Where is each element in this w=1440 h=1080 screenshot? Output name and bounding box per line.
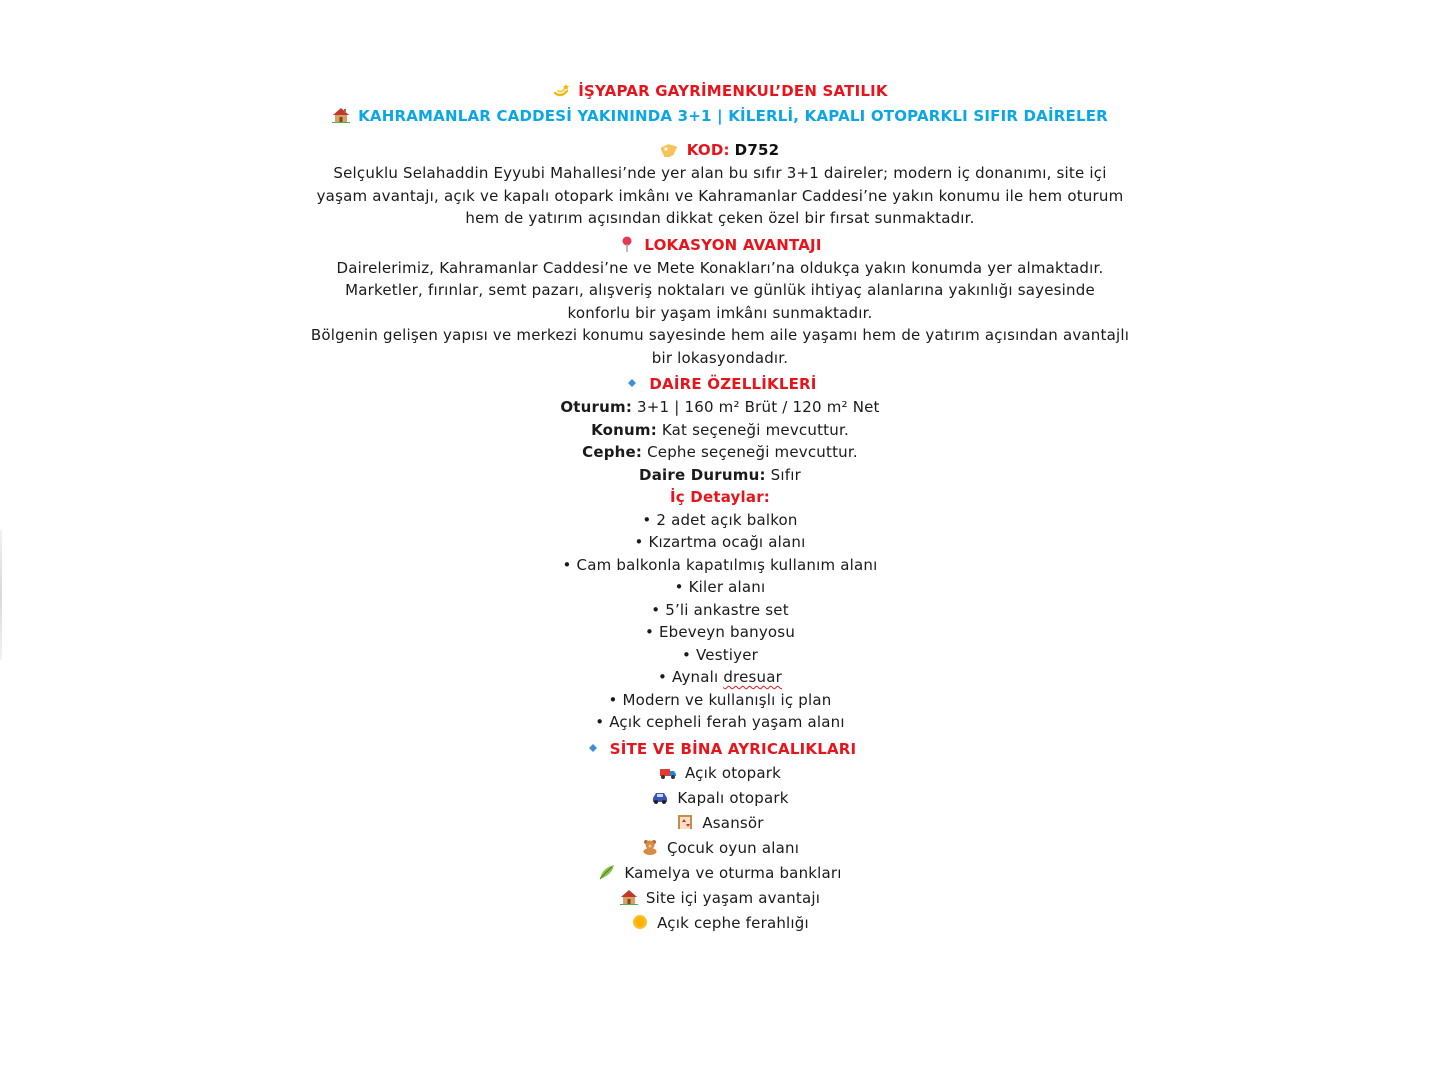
elevator-icon bbox=[676, 814, 694, 830]
list-item: • Ebeveyn banyosu bbox=[644, 623, 796, 641]
feature-label: Cephe: bbox=[582, 443, 643, 461]
list-item: • Kiler alanı bbox=[674, 578, 766, 596]
code-label: KOD: bbox=[686, 141, 730, 159]
intro-paragraph: Selçuklu Selahaddin Eyyubi Mahallesi’nde yer alan bu sıfır 3+1 daireler; modern iç donanımı, site içi yaşam avantajı, açık ve kapalı otopark imkânı ve Kahramanlar Caddesi’ne yakın konumu ile hem oturum hem de yatırım açısından dikkat çeken özel bir fırsat sunmaktadır. bbox=[316, 164, 1124, 227]
label-tag-icon bbox=[661, 141, 679, 157]
amenity-text: Açık otopark bbox=[684, 763, 782, 782]
feature-value: Sıfır bbox=[770, 465, 801, 484]
list-item-text: • Aynalı dresuar bbox=[657, 668, 782, 686]
feature-label: Konum: bbox=[591, 420, 657, 439]
sun-icon bbox=[631, 914, 649, 930]
amenity-text: Kapalı otopark bbox=[677, 788, 789, 807]
features-heading: DAİRE ÖZELLİKLERİ bbox=[649, 375, 817, 393]
feature-row-daire-durumu bbox=[300, 464, 1140, 487]
truck-icon bbox=[659, 764, 677, 780]
code-value: D752 bbox=[734, 141, 780, 159]
feature-value: 3+1 | 160 m² Brüt / 120 m² Net bbox=[637, 398, 880, 416]
amenity-text: Asansör bbox=[702, 813, 764, 832]
amenities-heading: SİTE VE BİNA AYRICALIKLARI bbox=[609, 739, 857, 758]
listing-title-line bbox=[300, 80, 1140, 103]
amenity-item bbox=[300, 911, 1140, 936]
dizzy-star-icon bbox=[552, 82, 570, 98]
feature-row-oturum bbox=[300, 396, 1140, 419]
spellcheck-underline: dresuar bbox=[723, 668, 782, 686]
listing-subtitle: KAHRAMANLAR CADDESİ YAKININDA 3+1 | KİLERLİ, KAPALI OTOPARKLI SIFIR DAİRELER bbox=[358, 107, 1108, 125]
location-paragraph-3: Bölgenin gelişen yapısı ve merkezi konumu sayesinde hem aile yaşamı hem de yatırım açısından avantajlı bir lokasyondadır. bbox=[310, 326, 1130, 367]
feature-row-cephe bbox=[300, 441, 1140, 464]
list-item: • 5’li ankastre set bbox=[651, 600, 789, 619]
interior-heading: İç Detaylar: bbox=[670, 488, 770, 506]
teddy-bear-icon bbox=[641, 839, 659, 855]
list-item: • 2 adet açık balkon bbox=[642, 510, 798, 529]
blue-diamond-icon bbox=[584, 740, 602, 756]
amenity-text: Açık cephe ferahlığı bbox=[657, 913, 809, 932]
listing-document bbox=[300, 80, 1140, 936]
features-heading-line bbox=[300, 372, 1140, 396]
amenity-item bbox=[300, 886, 1140, 911]
location-heading-line bbox=[300, 233, 1140, 257]
list-item: • Modern ve kullanışlı iç plan bbox=[608, 690, 832, 709]
list-item bbox=[300, 666, 1140, 689]
list-item: • Açık cepheli ferah yaşam alanı bbox=[595, 713, 845, 731]
blue-diamond-icon bbox=[623, 375, 641, 391]
amenity-text: Site içi yaşam avantajı bbox=[645, 888, 821, 907]
location-paragraph-1: Dairelerimiz, Kahramanlar Caddesi’ne ve Mete Konakları’na oldukça yakın konumda yer almaktadır. bbox=[336, 258, 1104, 277]
amenity-text: Çocuk oyun alanı bbox=[666, 838, 800, 857]
house-icon bbox=[620, 889, 638, 905]
amenities-heading-line bbox=[300, 737, 1140, 761]
left-edge-divider bbox=[0, 530, 2, 660]
feature-label: Daire Durumu: bbox=[639, 465, 766, 484]
amenity-item bbox=[300, 786, 1140, 811]
listing-code-line bbox=[300, 138, 1140, 162]
pushpin-icon bbox=[618, 236, 636, 252]
amenity-item bbox=[300, 811, 1140, 836]
listing-title: İŞYAPAR GAYRİMENKUL’DEN SATILIK bbox=[578, 82, 888, 100]
amenity-item bbox=[300, 761, 1140, 786]
location-paragraph-2: Marketler, fırınlar, semt pazarı, alışveriş noktaları ve günlük ihtiyaç alanlarına yakınlığı sayesinde konforlu bir yaşam imkânı sunmaktadır. bbox=[345, 281, 1095, 322]
list-item: • Kızartma ocağı alanı bbox=[634, 533, 806, 551]
car-icon bbox=[651, 789, 669, 805]
list-item: • Vestiyer bbox=[681, 645, 759, 664]
list-item: • Cam balkonla kapatılmış kullanım alanı bbox=[562, 555, 878, 574]
location-heading: LOKASYON AVANTAJI bbox=[644, 235, 822, 254]
listing-subtitle-line bbox=[300, 105, 1140, 128]
feature-label: Oturum: bbox=[560, 398, 633, 416]
feature-row-konum bbox=[300, 419, 1140, 442]
feature-value: Kat seçeneği mevcuttur. bbox=[661, 420, 849, 439]
amenity-item bbox=[300, 861, 1140, 886]
amenity-item bbox=[300, 836, 1140, 861]
house-icon bbox=[332, 107, 350, 123]
amenity-text: Kamelya ve oturma bankları bbox=[624, 863, 842, 882]
feature-value: Cephe seçeneği mevcuttur. bbox=[647, 443, 858, 461]
leaf-icon bbox=[598, 864, 616, 880]
